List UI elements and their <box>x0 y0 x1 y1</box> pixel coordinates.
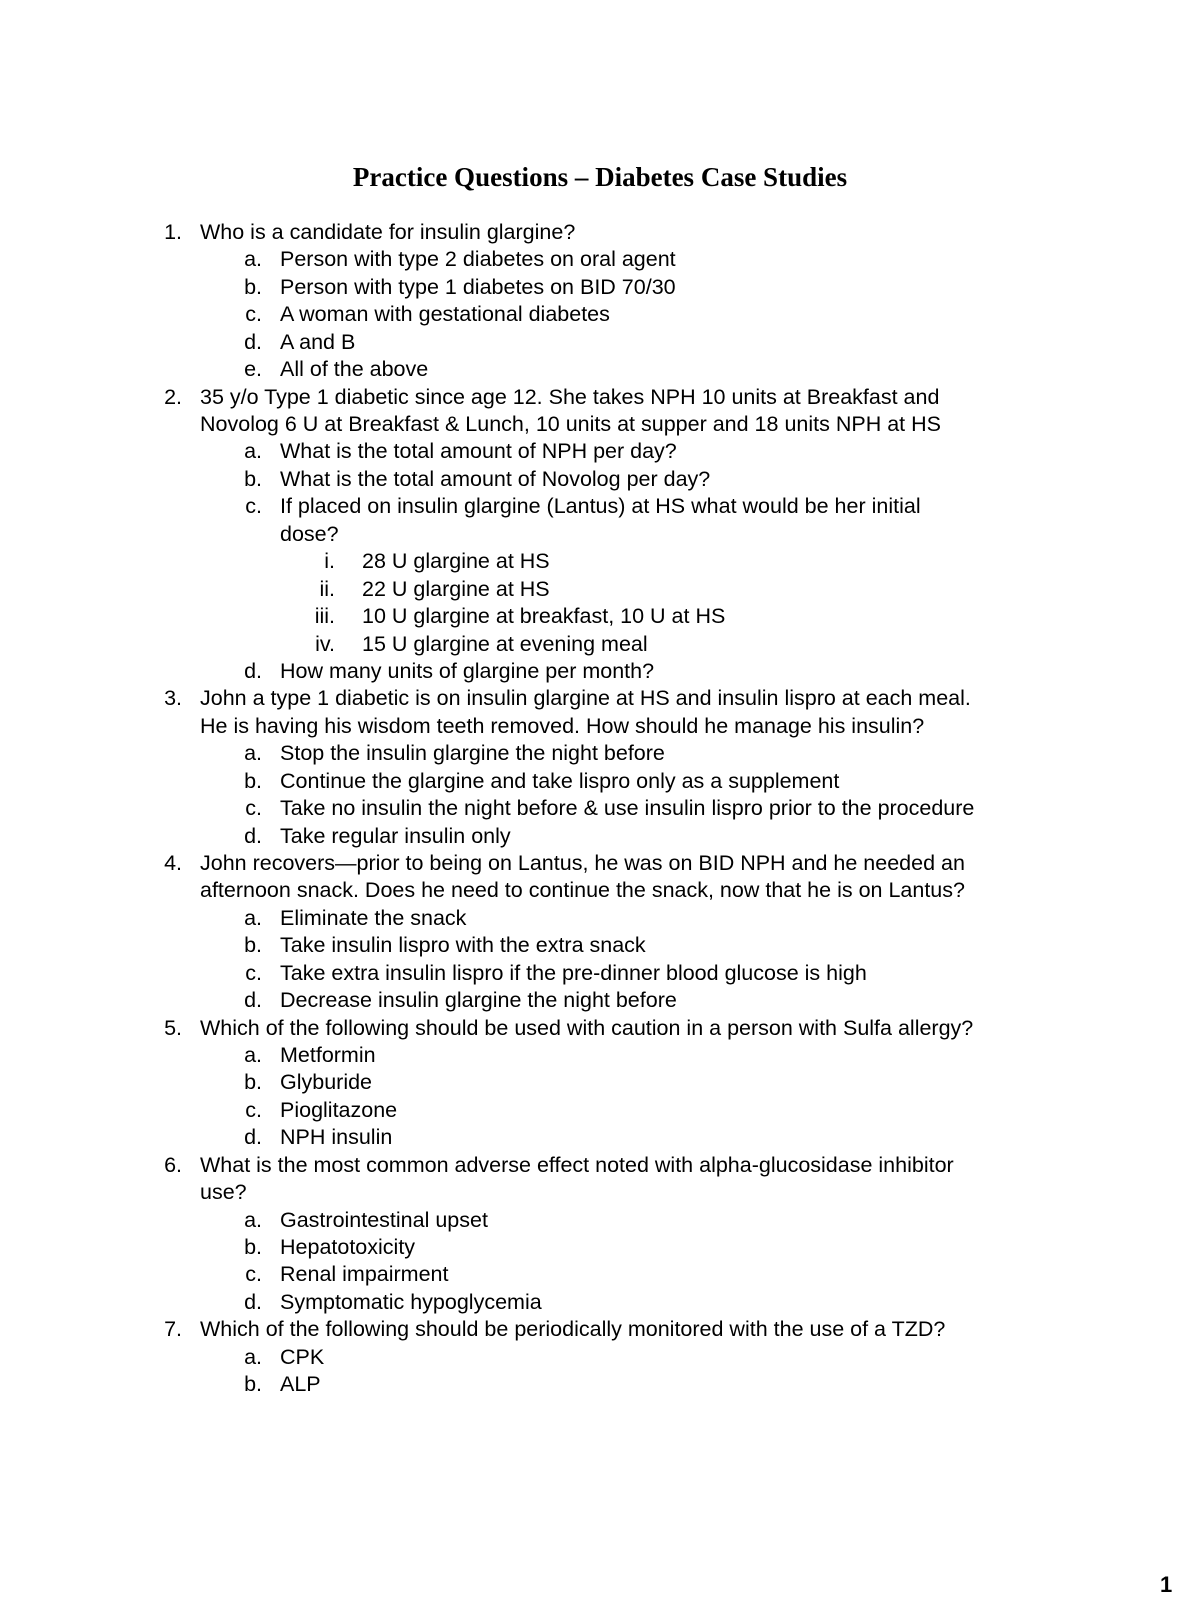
answer-option-marker: c. <box>245 302 262 327</box>
answer-option-text: Person with type 2 diabetes on oral agent <box>280 247 676 272</box>
answer-option-text: Gastrointestinal upset <box>280 1207 488 1232</box>
answer-option-marker: b. <box>244 768 262 793</box>
answer-option-text: CPK <box>280 1344 325 1369</box>
answer-option-text: All of the above <box>280 357 429 382</box>
answer-option-marker: c. <box>245 1262 262 1287</box>
answer-option-marker: d. <box>244 658 262 683</box>
answer-option-marker: d. <box>244 1125 262 1150</box>
answer-option-text: Decrease insulin glargine the night before <box>280 988 677 1012</box>
answer-option-text: dose? <box>280 521 339 546</box>
answer-option-text: Take extra insulin lispro if the pre-dinner blood glucose is high <box>280 960 867 985</box>
answer-option-marker: a. <box>244 1042 262 1067</box>
answer-option-marker: c. <box>245 796 262 820</box>
sub-option-marker: ii. <box>319 576 335 601</box>
question-text: 35 y/o Type 1 diabetic since age 12. She takes NPH 10 units at Breakfast and <box>200 384 940 409</box>
answer-option-text: Take insulin lispro with the extra snack <box>280 933 646 958</box>
answer-option-text: Person with type 1 diabetes on BID 70/30 <box>280 274 676 299</box>
answer-option-marker: b. <box>244 1234 262 1259</box>
answer-option-marker: c. <box>245 1097 262 1122</box>
answer-option-marker: a. <box>244 905 262 930</box>
answer-option-marker: b. <box>244 466 262 491</box>
answer-option-marker: a. <box>244 247 262 272</box>
answer-option-marker: e. <box>244 357 262 382</box>
answer-option-marker: d. <box>244 988 262 1012</box>
question-text: Which of the following should be used with caution in a person with Sulfa allergy? <box>200 1015 974 1040</box>
question-text: use? <box>200 1180 247 1204</box>
answer-option-text: Glyburide <box>280 1070 373 1095</box>
answer-option-marker: b. <box>244 274 262 299</box>
question-text: afternoon snack. Does he need to continue the snack, now that he is on Lantus? <box>200 878 965 903</box>
answer-option-marker: d. <box>244 1289 262 1314</box>
answer-option-text: What is the total amount of NPH per day? <box>280 439 677 464</box>
question-text: Novolog 6 U at Breakfast & Lunch, 10 units at supper and 18 units NPH at HS <box>200 412 941 436</box>
sub-option-marker: iii. <box>314 604 335 628</box>
answer-option-marker: c. <box>245 960 262 985</box>
answer-option-marker: b. <box>244 1070 262 1095</box>
answer-option-marker: a. <box>244 439 262 464</box>
answer-option-text: Take no insulin the night before & use insulin lispro prior to the procedure <box>280 796 975 820</box>
answer-option-marker: d. <box>244 329 262 354</box>
sub-option-text: 10 U glargine at breakfast, 10 U at HS <box>362 604 726 628</box>
sub-option-marker: i. <box>324 549 335 574</box>
answer-option-text: Pioglitazone <box>280 1097 398 1122</box>
answer-option-text: A and B <box>280 329 356 354</box>
question-text: Which of the following should be periodically monitored with the use of a TZD? <box>200 1317 946 1342</box>
answer-option-text: Continue the glargine and take lispro only as a supplement <box>280 768 840 793</box>
answer-option-text: NPH insulin <box>280 1125 393 1150</box>
answer-option-marker: a. <box>244 741 262 766</box>
question-marker: 3. <box>164 686 182 711</box>
sub-option-marker: iv. <box>315 631 335 656</box>
answer-option-text: Renal impairment <box>280 1262 449 1287</box>
question-text: What is the most common adverse effect noted with alpha-glucosidase inhibitor <box>200 1152 954 1177</box>
question-marker: 2. <box>164 384 182 409</box>
answer-option-marker: a. <box>244 1207 262 1232</box>
answer-option-text: How many units of glargine per month? <box>280 658 655 683</box>
answer-option-marker: b. <box>244 1372 262 1397</box>
answer-option-text: Hepatotoxicity <box>280 1234 416 1259</box>
answer-option-text: Eliminate the snack <box>280 905 467 930</box>
page-title: Practice Questions – Diabetes Case Studies <box>352 162 848 192</box>
question-marker: 7. <box>164 1317 182 1342</box>
question-marker: 6. <box>164 1152 182 1177</box>
answer-option-text: Metformin <box>280 1042 376 1067</box>
question-text: John a type 1 diabetic is on insulin glargine at HS and insulin lispro at each meal. <box>200 686 971 711</box>
answer-option-marker: a. <box>244 1344 262 1369</box>
answer-option-text: A woman with gestational diabetes <box>280 302 610 327</box>
question-text: He is having his wisdom teeth removed. How should he manage his insulin? <box>200 713 925 738</box>
page-number: 1 <box>1160 1572 1173 1597</box>
question-text: John recovers—prior to being on Lantus, he was on BID NPH and he needed an <box>200 850 965 875</box>
answer-option-text: Symptomatic hypoglycemia <box>280 1289 542 1314</box>
question-marker: 5. <box>164 1015 182 1040</box>
answer-option-marker: c. <box>245 494 262 519</box>
answer-option-text: What is the total amount of Novolog per day? <box>280 466 711 491</box>
sub-option-text: 15 U glargine at evening meal <box>362 631 648 656</box>
answer-option-text: Stop the insulin glargine the night before <box>280 741 665 766</box>
answer-option-marker: d. <box>244 823 262 848</box>
answer-option-marker: b. <box>244 933 262 958</box>
answer-option-text: Take regular insulin only <box>280 823 511 848</box>
sub-option-text: 22 U glargine at HS <box>362 576 550 601</box>
answer-option-text: If placed on insulin glargine (Lantus) at HS what would be her initial <box>280 494 921 519</box>
answer-option-text: ALP <box>280 1372 321 1397</box>
question-marker: 4. <box>164 850 182 875</box>
question-marker: 1. <box>164 220 182 244</box>
sub-option-text: 28 U glargine at HS <box>362 549 550 574</box>
question-text: Who is a candidate for insulin glargine? <box>200 220 576 244</box>
